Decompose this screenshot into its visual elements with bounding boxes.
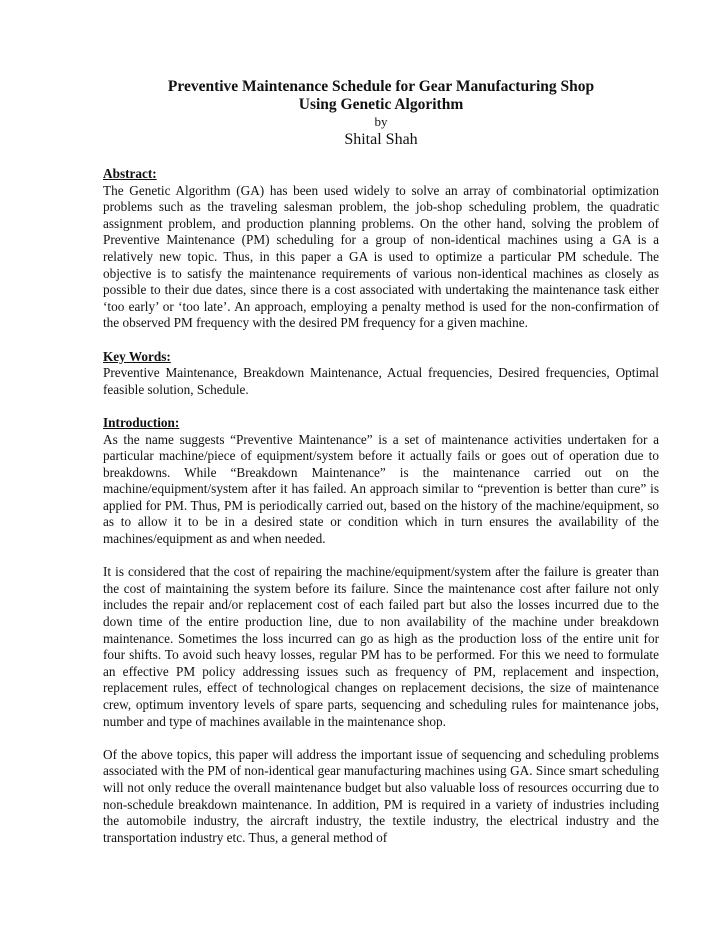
abstract-heading: Abstract: <box>103 166 157 181</box>
keywords-section <box>103 349 659 399</box>
keywords-heading: Key Words: <box>103 348 171 364</box>
abstract-text: The Genetic Algorithm (GA) has been used widely to solve an array of combinatorial optimization problems such as the traveling salesman problem, the job-shop scheduling problem, the quadratic assignment problem, and production planning problems. On the other hand, solving the problem of Preventive Maintenance (PM) scheduling for a group of non-identical machines using a GA is a relatively new topic. Thus, in this paper a GA is used to optimize a particular PM schedule. The objective is to satisfy the maintenance requirements of various non-identical machines as closely as possible to their due dates, since there is a cost associated with undertaking the maintenance task either ‘too early’ or ‘too late’. An approach, employing a penalty method is used for the non-confirmation of the observed PM frequency with the desired PM frequency for a given machine. <box>103 182 659 331</box>
introduction-paragraph: As the name suggests “Preventive Maintenance” is a set of maintenance activities undertaken for a particular machine/piece of equipment/system before it actually fails or goes out of operation due to breakdowns. While “Breakdown Maintenance” is the maintenance carried out on the machine/equipment/system after it has failed. An approach similar to “prevention is better than cure” is applied for PM. Thus, PM is periodically carried out, based on the history of the machine/equipment, so as to allow it to be in a desired state or condition which in turn ensures the availability of the machines/equipment as and when needed. <box>103 431 659 547</box>
introduction-paragraph: It is considered that the cost of repairing the machine/equipment/system after the failure is greater than the cost of maintaining the system before its failure. Since the maintenance cost after failure not only includes the repair and/or replacement cost of each failed part but also the losses incurred due to the down time of the entire production line, due to non availability of the machine under breakdown maintenance. Sometimes the loss incurred can go as high as the production loss of the entire unit for four shifts. To avoid such heavy losses, regular PM has to be performed. For this we need to formulate an effective PM policy addressing issues such as frequency of PM, replacement and inspection, replacement rules, effect of technological changes on replacement decisions, the size of maintenance crew, optimum inventory levels of spare parts, sequencing and scheduling rules for maintenance jobs, number and type of machines available in the maintenance shop. <box>103 564 659 729</box>
byline: by <box>374 114 388 129</box>
introduction-paragraph: Of the above topics, this paper will address the important issue of sequencing and scheduling problems associated with the PM of non-identical gear manufacturing machines using GA. Since smart scheduling will not only reduce the overall maintenance budget but also valuable loss of resources occurring due to non-schedule breakdown maintenance. In addition, PM is required in a variety of industries including the automobile industry, the aircraft industry, the textile industry, the electrical industry and the transportation industry etc. Thus, a general method of <box>103 746 659 845</box>
abstract-section <box>103 166 659 332</box>
paper-title-line-2: Using Genetic Algorithm <box>298 96 464 113</box>
paper-title-line-1: Preventive Maintenance Schedule for Gear Manufacturing Shop <box>167 78 595 95</box>
document-page <box>103 78 659 846</box>
author-name: Shital Shah <box>344 131 418 148</box>
introduction-section <box>103 415 659 846</box>
introduction-heading: Introduction: <box>103 414 180 430</box>
keywords-text: Preventive Maintenance, Breakdown Maintenance, Actual frequencies, Desired frequencies, Optimal feasible solution, Schedule. <box>103 365 659 397</box>
